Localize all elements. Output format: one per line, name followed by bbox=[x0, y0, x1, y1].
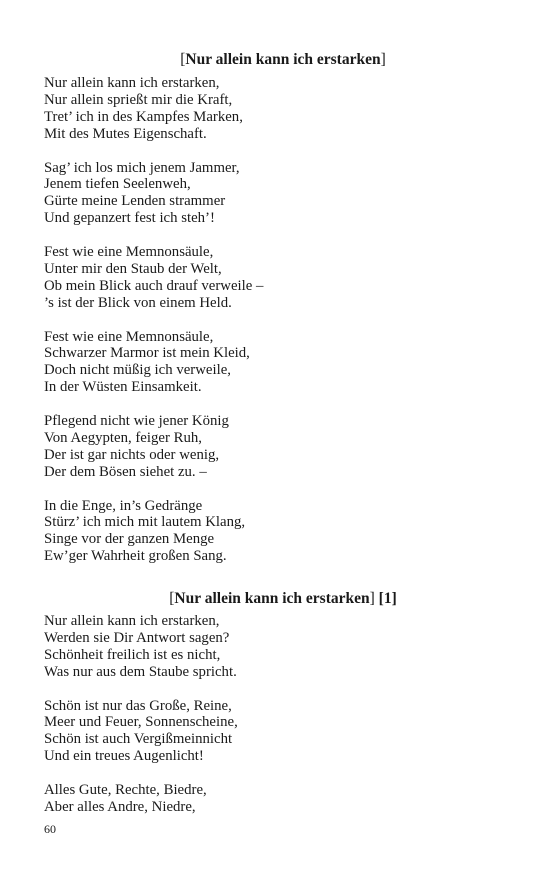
verse-line: Meer und Feuer, Sonnenscheine, bbox=[44, 714, 238, 731]
verse-line: Jenem tiefen Seelenweh, bbox=[44, 176, 191, 193]
verse-line: Nur allein kann ich erstarken, bbox=[44, 613, 220, 629]
verse-line: Unter mir den Staub der Welt, bbox=[44, 260, 222, 277]
verse-line: Fest wie eine Memnonsäule, bbox=[44, 328, 214, 345]
poem-1-title-text: Nur allein kann ich erstarken bbox=[185, 51, 381, 68]
verse-line: Pflegend nicht wie jener König bbox=[44, 413, 229, 430]
verse-line: Der ist gar nichts oder wenig, bbox=[44, 446, 220, 463]
verse-line: Aber alles Andre, Niedre, bbox=[44, 798, 196, 815]
verse-line: Mit des Mutes Eigenschaft. bbox=[44, 125, 207, 142]
page-number: 60 bbox=[44, 822, 56, 836]
poem-1-title-open-bracket: [ bbox=[180, 51, 186, 68]
verse-line: Schön ist auch Vergißmeinnicht bbox=[44, 731, 233, 748]
verse-line: In der Wüsten Einsamkeit. bbox=[44, 379, 202, 396]
verse-line: Ob mein Blick auch drauf verweile – bbox=[44, 277, 264, 294]
verse-line: Tret’ ich in des Kampfes Marken, bbox=[44, 108, 243, 125]
stanza bbox=[44, 498, 263, 566]
verse-line: Ew’ger Wahrheit großen Sang. bbox=[44, 548, 227, 565]
stanza bbox=[44, 329, 263, 397]
verse-line: Gürte meine Lenden strammer bbox=[44, 193, 226, 210]
poem-1-title-close-bracket: ] bbox=[380, 51, 386, 68]
verse-line: Nur allein sprießt mir die Kraft, bbox=[44, 91, 233, 108]
stanza bbox=[44, 698, 238, 766]
verse-line: ’s ist der Blick von einem Held. bbox=[44, 294, 232, 311]
verse-line: Schwarzer Marmor ist mein Kleid, bbox=[44, 345, 250, 362]
verse-line: Alles Gute, Rechte, Biedre, bbox=[44, 782, 207, 799]
verse-line: Schön ist nur das Große, Reine, bbox=[44, 697, 232, 714]
verse-line: In die Enge, in’s Gedränge bbox=[44, 497, 203, 514]
stanza bbox=[44, 782, 238, 816]
verse-line: Was nur aus dem Staube spricht. bbox=[44, 663, 237, 680]
stanza bbox=[44, 244, 263, 312]
verse-line: Singe vor der ganzen Menge bbox=[44, 531, 215, 548]
poem-2-title-open-bracket: [ bbox=[169, 590, 175, 607]
verse-line: Stürz’ ich mich mit lautem Klang, bbox=[44, 514, 246, 531]
verse-line: Und ein treues Augenlicht! bbox=[44, 748, 204, 765]
poem-2-title bbox=[8, 589, 550, 609]
poem-2-title-text: Nur allein kann ich erstarken bbox=[174, 590, 370, 607]
verse-line: Schönheit freilich ist es nicht, bbox=[44, 646, 221, 663]
poem-1-title bbox=[8, 50, 550, 70]
stanza bbox=[44, 413, 263, 481]
verse-line: Werden sie Dir Antwort sagen? bbox=[44, 629, 230, 646]
verse-line: Fest wie eine Memnonsäule, bbox=[44, 244, 214, 261]
stanza bbox=[44, 160, 263, 228]
poem-1-body bbox=[44, 75, 263, 582]
verse-line: Von Aegypten, feiger Ruh, bbox=[44, 429, 202, 446]
verse-line: Doch nicht müßig ich verweile, bbox=[44, 362, 231, 379]
poem-2-body bbox=[44, 613, 238, 833]
poem-2-title-close-bracket: ] bbox=[369, 590, 375, 607]
verse-line: Sag’ ich los mich jenem Jammer, bbox=[44, 159, 240, 176]
poem-2-title-suffix: [1] bbox=[374, 590, 397, 607]
stanza bbox=[44, 75, 263, 143]
verse-line: Nur allein kann ich erstarken, bbox=[44, 75, 220, 91]
verse-line: Und gepanzert fest ich steh’! bbox=[44, 210, 215, 227]
stanza bbox=[44, 613, 238, 681]
verse-line: Der dem Bösen siehet zu. – bbox=[44, 463, 207, 480]
